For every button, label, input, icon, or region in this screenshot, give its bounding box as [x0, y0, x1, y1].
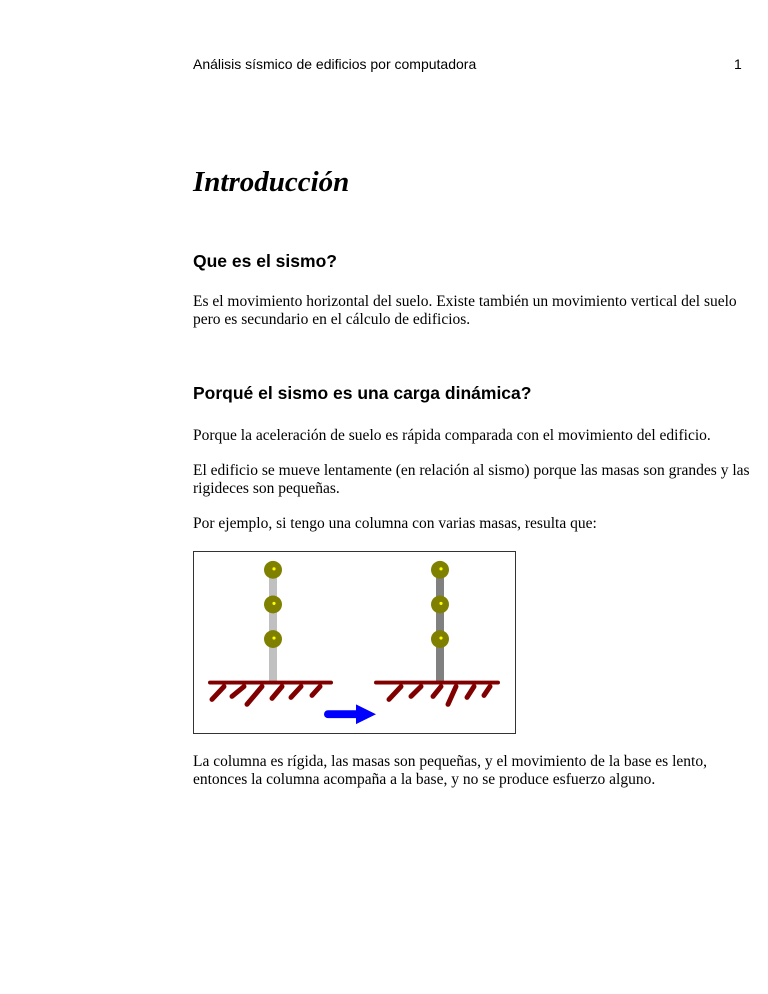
paragraph: Por ejemplo, si tengo una columna con varias masas, resulta que: — [193, 515, 597, 532]
ground-right-icon — [376, 683, 498, 705]
column-masses-figure — [193, 551, 516, 734]
section-heading: Porqué el sismo es una carga dinámica? — [193, 383, 532, 403]
paragraph: El edificio se mueve lentamente (en relación al sismo) porque las masas son grandes y las rigideces son pequeñas. — [193, 462, 750, 497]
paragraph: Porque la aceleración de suelo es rápida comparada con el movimiento del edificio. — [193, 427, 711, 444]
column-right — [436, 570, 444, 683]
page-number: 1 — [734, 56, 742, 72]
column-left — [269, 570, 277, 683]
section-heading: Que es el sismo? — [193, 251, 337, 271]
rigid-column-right — [376, 561, 498, 704]
arrow-right-icon — [324, 704, 376, 724]
paragraph: Es el movimiento horizontal del suelo. Existe también un movimiento vertical del suelo pero es secundario en el cálculo de edificios. — [193, 293, 737, 328]
chapter-title: Introducción — [193, 166, 350, 198]
figure-caption: La columna es rígida, las masas son pequeñas, y el movimiento de la base es lento, entonces la columna acompaña a la base, y no se produce esfuerzo alguno. — [193, 753, 707, 788]
ground-left-icon — [210, 683, 331, 705]
rigid-column-left — [210, 561, 331, 704]
running-header-title: Análisis sísmico de edificios por computadora — [193, 56, 477, 72]
